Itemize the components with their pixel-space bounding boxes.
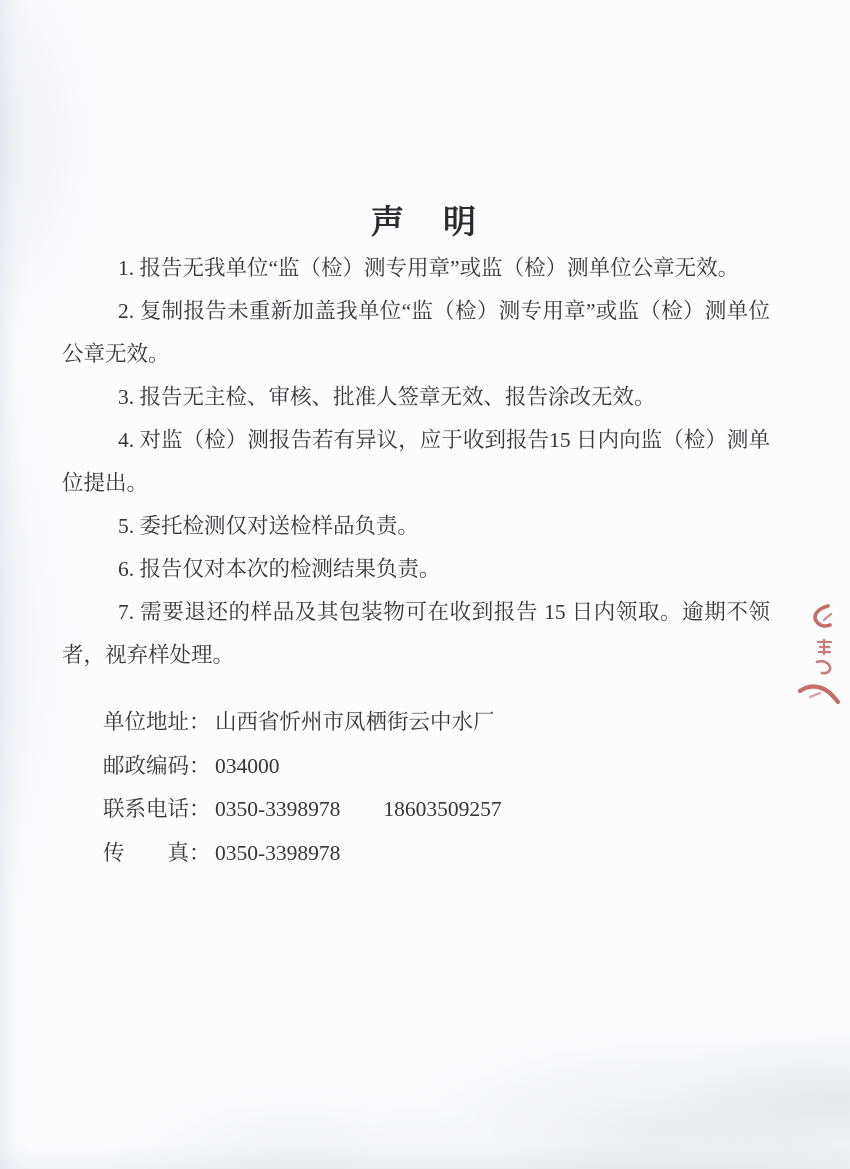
red-seal-fragment-icon: [790, 596, 842, 708]
declaration-item-3: 3. 报告无主检、审核、批准人签章无效、报告涂改无效。: [118, 385, 656, 409]
contact-label: 单位地址：: [103, 710, 211, 734]
declaration-item-1: 1. 报告无我单位“监（检）测专用章”或监（检）测单位公章无效。: [118, 256, 740, 280]
contact-label: 邮政编码：: [103, 753, 211, 778]
declaration-item-6: 6. 报告仅对本次的检测结果负责。: [118, 557, 441, 581]
declaration-item-5: 5. 委托检测仅对送检样品负责。: [118, 514, 420, 538]
contact-value: 034000: [215, 753, 280, 778]
contact-label: 传 真：: [103, 840, 211, 865]
contact-row-phone: [103, 788, 502, 832]
page-title: 声 明: [371, 205, 479, 241]
declaration-item-7: 7. 需要退还的样品及其包装物可在收到报告 15 日内领取。逾期不领者，视弃样处理。: [62, 600, 770, 667]
declaration-clauses: [62, 247, 770, 677]
contact-value: 0350-3398978: [215, 840, 341, 865]
declaration-item-2: 2. 复制报告未重新加盖我单位“监（检）测专用章”或监（检）测单位公章无效。: [62, 299, 770, 366]
contact-block: [103, 701, 502, 875]
declaration-item-4: 4. 对监（检）测报告若有异议，应于收到报告15 日内向监（检）测单位提出。: [62, 428, 770, 495]
contact-value: 0350-3398978 18603509257: [215, 797, 502, 821]
contact-label: 联系电话：: [103, 797, 211, 821]
contact-value: 山西省忻州市凤栖街云中水厂: [215, 710, 495, 734]
contact-row-address: [103, 701, 502, 745]
contact-row-postcode: [103, 745, 502, 789]
contact-row-fax: [103, 832, 502, 876]
